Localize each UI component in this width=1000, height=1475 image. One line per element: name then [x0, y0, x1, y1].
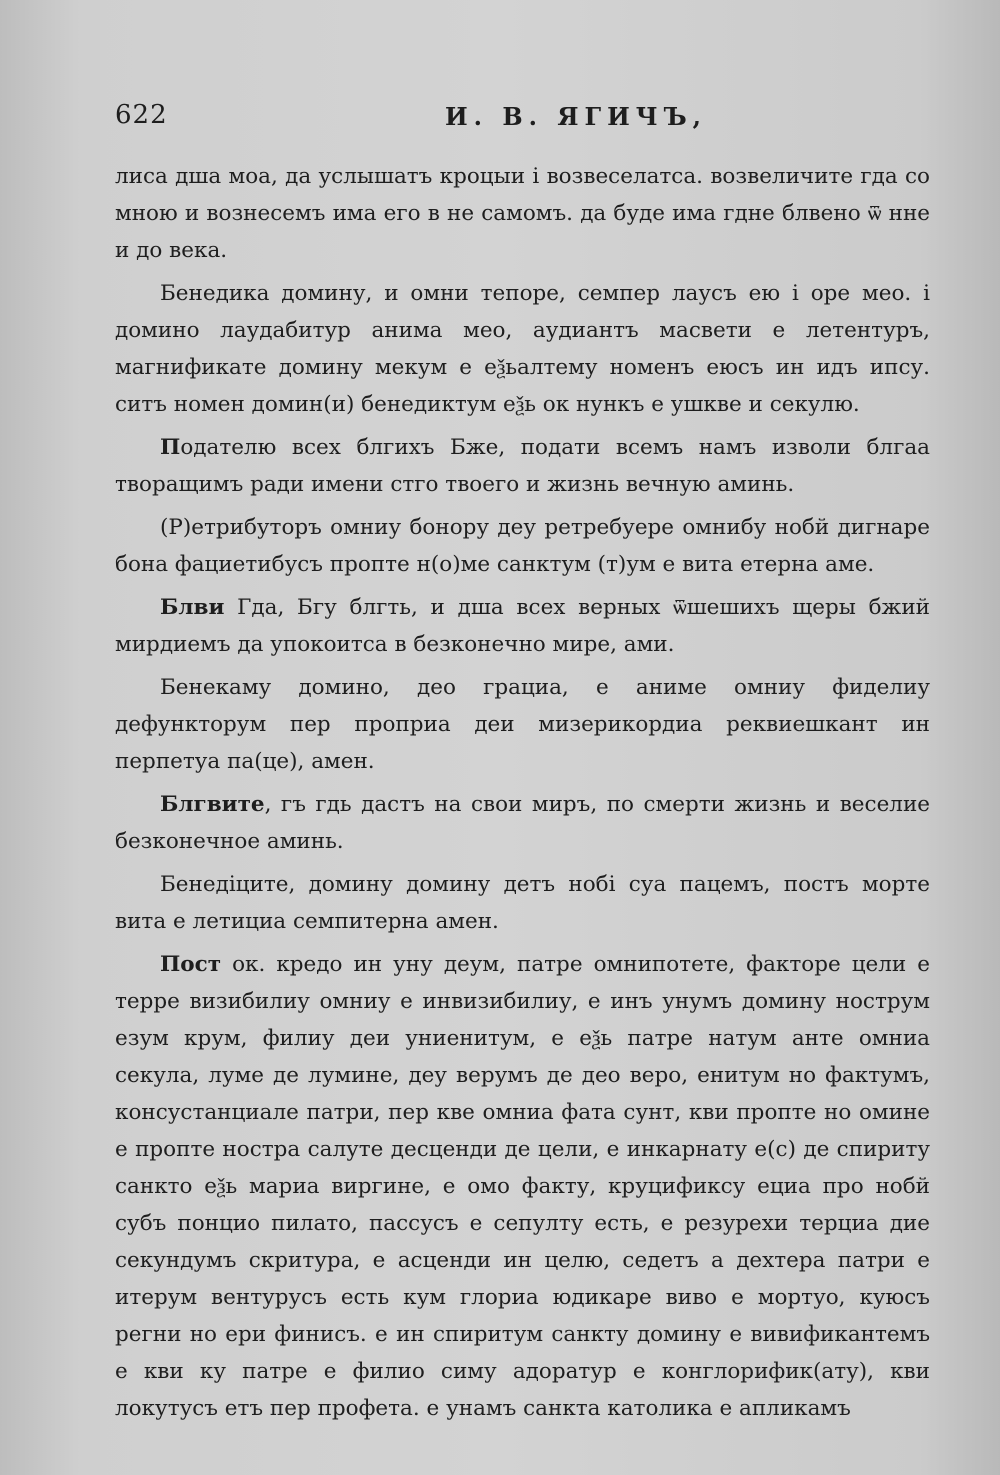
paragraph-8 — [115, 866, 930, 940]
paragraph-lead: П — [160, 435, 181, 460]
paragraph-text: Бенедіците, домину домину детъ нобі суа пацемъ, постъ морте вита е летициа семпитерна амен. — [115, 872, 930, 934]
page-header — [115, 100, 930, 140]
paragraph-lead: Блгвите — [160, 792, 265, 817]
paragraph-9 — [115, 946, 930, 1427]
paragraph-text: одателю всех блгихъ Бже, подати всемъ намъ изволи блгаа творащимъ ради имени стго твоего и жизнь вечную аминь. — [115, 435, 930, 497]
paragraph-text: Бенедика домину, и омни тепоре, семпер лаусъ ею і оре мео. і домино лаудабитур анима мео, аудиантъ масвети е летентуръ, магнификате домину мекум е еѯьалтему номенъ еюсъ ин идъ ипсу. ситъ номен домин(и) бенедиктум еѯь ок нункъ е ушкве и секулю. — [115, 281, 930, 417]
paragraph-text: Гда, Бгу блгть, и дша всех верных ѿшешихъ щеры бжий мирдиемъ да упокоитса в безконечно мире, ами. — [115, 595, 930, 657]
paragraph-3 — [115, 429, 930, 503]
body-text — [115, 158, 930, 1433]
paragraph-4 — [115, 509, 930, 583]
running-title: И. В. ЯГИЧЪ, — [445, 102, 708, 131]
paragraph-text: , гъ гдь дастъ на свои миръ, по смерти жизнь и веселие безконечное аминь. — [115, 792, 930, 854]
paragraph-text: ок. кредо ин уну деум, патре омнипотете, факторе цели е терре визибилиу омниу е инвизибилиу, е инъ унумъ домину нострум езум крум, филиу деи униенитум, е еѯь патре натум анте омниа секула, луме де лумине, деу верумъ де део веро, енитум но фактумъ, консустанциале патри, пер кве омниа фата сунт, кви пропте но омине е пропте ностра салуте десценди де цели, е инкарнату е(с) де спириту санкто еѯь мариа виргине, е омо факту, круцификсу ециа про нобй субъ понцио пилато, пассусъ е сепулту есть, е резурехи терциа дие секундумъ скритура, е асценди ин целю, седетъ а дехтера патри е итерум вентурусъ есть кум глориа юдикаре виво е мортуо, куюсъ регни но ери финисъ. е ин спиритум санкту домину е вивификантемъ е кви ку патре е филио симу адоратур е конглорифик(ату), кви локутусъ етъ пер профета. е унамъ санкта католика е апликамъ — [115, 952, 930, 1421]
page-number: 622 — [115, 100, 168, 130]
paragraph-lead: Блви — [160, 595, 225, 620]
paragraph-6 — [115, 669, 930, 780]
paragraph-text: (Р)етрибуторъ омниу бонору деу ретребуере омнибу нобй дигнаре бона фациетибусъ пропте н(о)ме санктум (т)ум е вита етерна аме. — [115, 515, 930, 577]
paragraph-text: лиса дша моа, да услышатъ кроцыи і возвеселатса. возвеличите гда со мною и вознесемъ има его в не самомъ. да буде има гдне блвено ѿ нне и до века. — [115, 164, 930, 263]
paragraph-lead: Пост — [160, 952, 222, 977]
paragraph-7 — [115, 786, 930, 860]
paragraph-text: Бенекаму домино, део грациа, е аниме омниу фиделиу дефункторум пер проприа деи мизерикордиа реквиешкант ин перпетуа па(це), амен. — [115, 675, 930, 774]
paragraph-1 — [115, 158, 930, 269]
paragraph-2 — [115, 275, 930, 423]
paragraph-5 — [115, 589, 930, 663]
